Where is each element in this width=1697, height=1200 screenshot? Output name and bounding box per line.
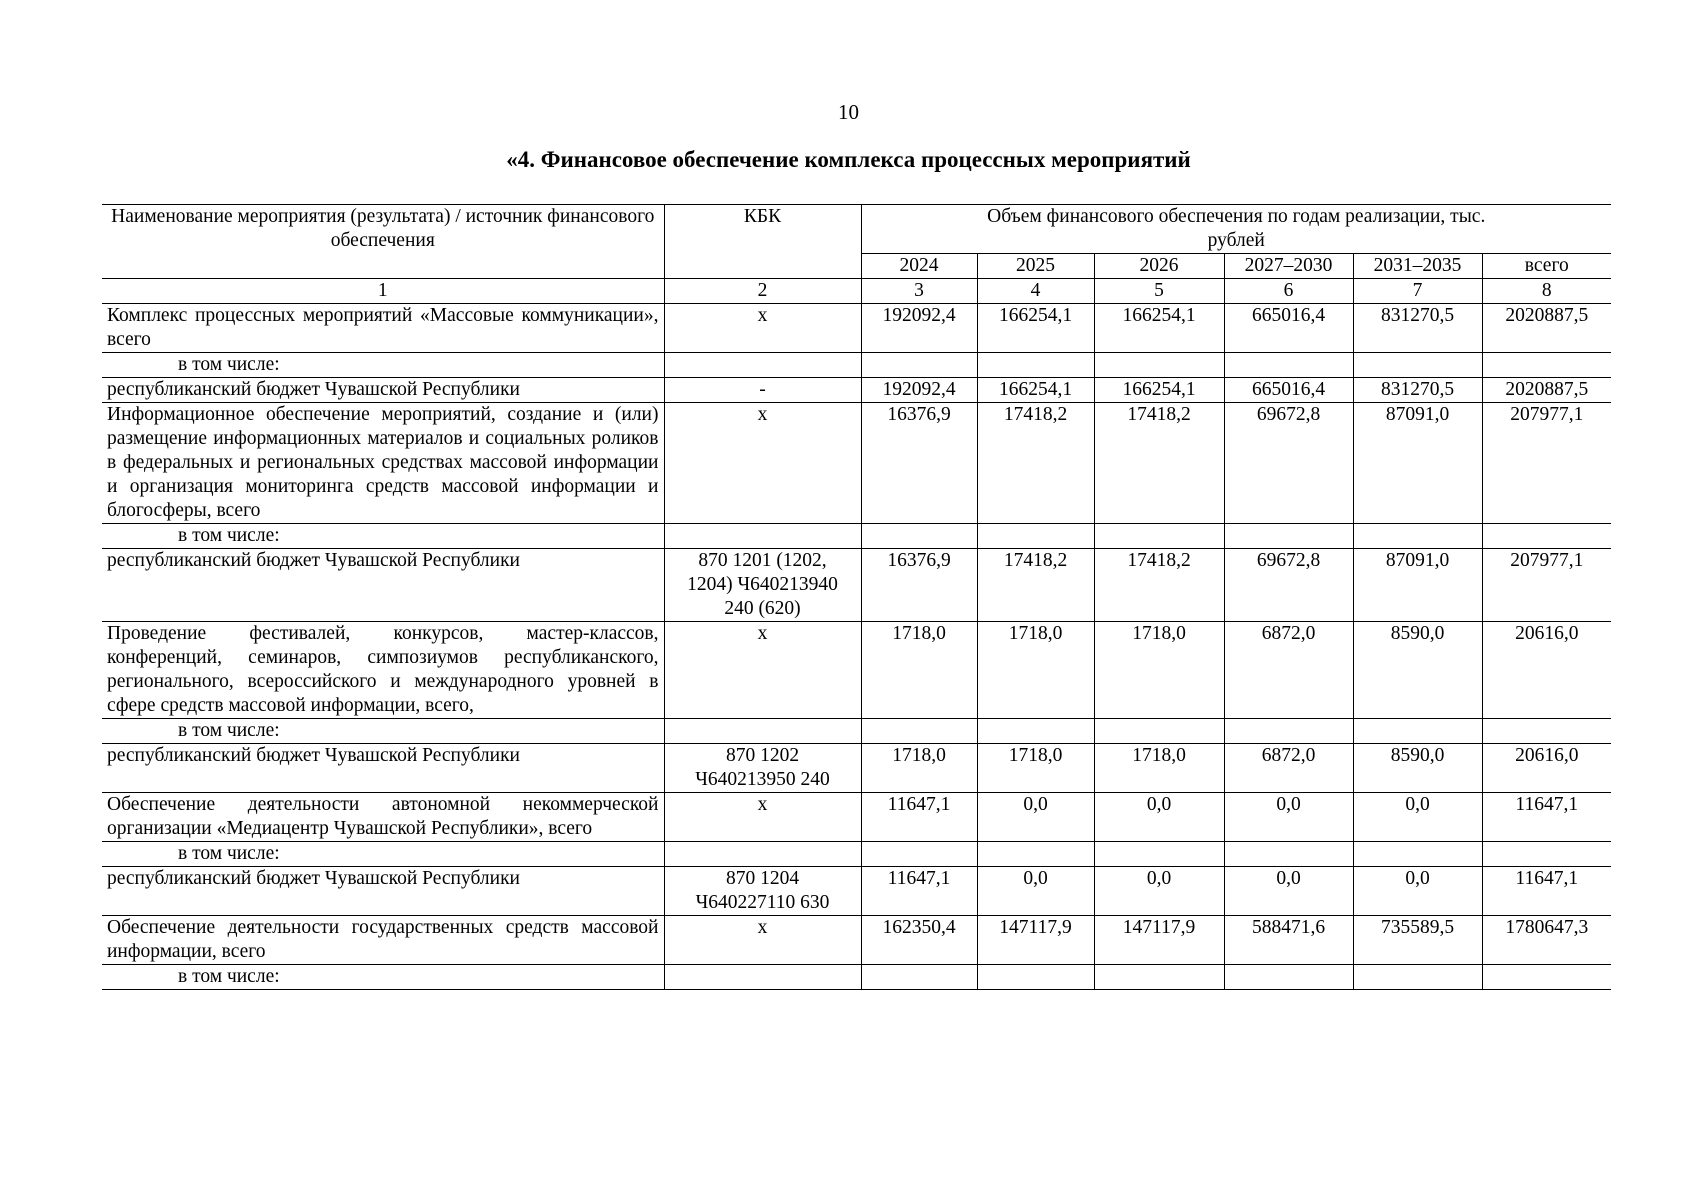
row-value: 0,0 [977, 867, 1094, 916]
row-value [977, 719, 1094, 744]
row-kbk [664, 353, 861, 378]
row-value [1094, 965, 1224, 990]
row-value [977, 842, 1094, 867]
row-kbk: x [664, 916, 861, 965]
row-value: 17418,2 [977, 403, 1094, 524]
row-value: 192092,4 [861, 378, 977, 403]
table-row [102, 353, 1611, 378]
row-name: республиканский бюджет Чувашской Республики [102, 549, 664, 622]
row-name: Обеспечение деятельности государственных средств массовой информации, всего [102, 916, 664, 965]
row-name: республиканский бюджет Чувашской Республики [102, 744, 664, 793]
row-value-total [1482, 353, 1611, 378]
row-value: 11647,1 [861, 867, 977, 916]
row-kbk: x [664, 793, 861, 842]
row-subheading: в том числе: [102, 719, 664, 744]
row-value: 6872,0 [1224, 744, 1353, 793]
row-value: 1718,0 [861, 622, 977, 719]
row-name: Обеспечение деятельности автономной некоммерческой организации «Медиацентр Чувашской Республики», всего [102, 793, 664, 842]
table-row [102, 378, 1611, 403]
row-name: республиканский бюджет Чувашской Республики [102, 867, 664, 916]
row-value-total: 11647,1 [1482, 867, 1611, 916]
row-value [1094, 353, 1224, 378]
row-value: 0,0 [1094, 793, 1224, 842]
row-value [1224, 353, 1353, 378]
row-value: 166254,1 [977, 378, 1094, 403]
column-number: 1 [102, 279, 664, 304]
row-value: 17418,2 [1094, 403, 1224, 524]
row-value: 147117,9 [1094, 916, 1224, 965]
row-value: 0,0 [977, 793, 1094, 842]
row-value: 11647,1 [861, 793, 977, 842]
table-row [102, 842, 1611, 867]
table-row [102, 622, 1611, 719]
row-subheading: в том числе: [102, 842, 664, 867]
header-year: 2027–2030 [1224, 254, 1353, 279]
row-value: 735589,5 [1353, 916, 1482, 965]
header-year: 2024 [861, 254, 977, 279]
table-row [102, 524, 1611, 549]
row-value: 665016,4 [1224, 304, 1353, 353]
row-kbk: x [664, 304, 861, 353]
row-value: 0,0 [1353, 793, 1482, 842]
row-value-total: 20616,0 [1482, 622, 1611, 719]
financing-table [102, 204, 1611, 990]
row-value: 166254,1 [977, 304, 1094, 353]
row-value [861, 719, 977, 744]
row-value [1094, 842, 1224, 867]
row-value: 831270,5 [1353, 378, 1482, 403]
column-number: 8 [1482, 279, 1611, 304]
row-value-total [1482, 719, 1611, 744]
row-value: 17418,2 [977, 549, 1094, 622]
row-kbk [664, 524, 861, 549]
row-value [1224, 965, 1353, 990]
row-subheading: в том числе: [102, 965, 664, 990]
column-numbers-row [102, 279, 1611, 304]
row-value: 87091,0 [1353, 549, 1482, 622]
row-value-total [1482, 842, 1611, 867]
row-value: 69672,8 [1224, 403, 1353, 524]
row-value [1353, 719, 1482, 744]
row-value: 588471,6 [1224, 916, 1353, 965]
row-kbk [664, 719, 861, 744]
row-value: 0,0 [1224, 867, 1353, 916]
row-name: республиканский бюджет Чувашской Республики [102, 378, 664, 403]
row-kbk: x [664, 403, 861, 524]
header-kbk: КБК [664, 205, 861, 279]
row-value [861, 842, 977, 867]
row-value-total: 2020887,5 [1482, 378, 1611, 403]
table-row [102, 719, 1611, 744]
column-number: 5 [1094, 279, 1224, 304]
row-value: 17418,2 [1094, 549, 1224, 622]
row-value [1224, 719, 1353, 744]
row-value-total [1482, 965, 1611, 990]
row-value: 69672,8 [1224, 549, 1353, 622]
row-value: 831270,5 [1353, 304, 1482, 353]
row-value [977, 965, 1094, 990]
row-value: 87091,0 [1353, 403, 1482, 524]
row-kbk: 870 1201 (1202, 1204) Ч640213940 240 (620) [664, 549, 861, 622]
table-row [102, 549, 1611, 622]
row-value: 8590,0 [1353, 744, 1482, 793]
row-value [1353, 524, 1482, 549]
row-value-total: 2020887,5 [1482, 304, 1611, 353]
table-row [102, 403, 1611, 524]
header-name: Наименование мероприятия (результата) / источник финансового обеспечения [102, 205, 664, 279]
row-value: 166254,1 [1094, 304, 1224, 353]
page-number: 10 [838, 100, 859, 124]
table-row [102, 916, 1611, 965]
column-number: 6 [1224, 279, 1353, 304]
row-value [1224, 842, 1353, 867]
row-value-total [1482, 524, 1611, 549]
header-volume: Объем финансового обеспечения по годам реализации, тыс. рублей [861, 205, 1611, 254]
table-row [102, 744, 1611, 793]
row-kbk [664, 842, 861, 867]
row-kbk: 870 1204 Ч640227110 630 [664, 867, 861, 916]
row-value [1094, 719, 1224, 744]
section-title: «4. Финансовое обеспечение комплекса процессных мероприятий [506, 147, 1191, 172]
row-value: 1718,0 [861, 744, 977, 793]
row-value-total: 1780647,3 [1482, 916, 1611, 965]
row-name: Информационное обеспечение мероприятий, создание и (или) размещение информационных материалов и социальных роликов в федеральных и региональных средствах массовой информации и организация мониторинга средств массовой информации и блогосферы, всего [102, 403, 664, 524]
row-value [1353, 353, 1482, 378]
row-value: 6872,0 [1224, 622, 1353, 719]
table-row [102, 793, 1611, 842]
row-value: 1718,0 [977, 744, 1094, 793]
row-value: 192092,4 [861, 304, 977, 353]
row-value: 147117,9 [977, 916, 1094, 965]
header-year: 2031–2035 [1353, 254, 1482, 279]
row-value: 665016,4 [1224, 378, 1353, 403]
row-value [1094, 524, 1224, 549]
row-name: Комплекс процессных мероприятий «Массовые коммуникации», всего [102, 304, 664, 353]
row-value: 1718,0 [1094, 622, 1224, 719]
column-number: 3 [861, 279, 977, 304]
row-value-total: 207977,1 [1482, 403, 1611, 524]
row-value [1353, 965, 1482, 990]
row-value: 16376,9 [861, 549, 977, 622]
row-value: 1718,0 [1094, 744, 1224, 793]
row-value [977, 524, 1094, 549]
row-value: 0,0 [1224, 793, 1353, 842]
header-total: всего [1482, 254, 1611, 279]
row-value [861, 965, 977, 990]
table-row [102, 867, 1611, 916]
table-row [102, 304, 1611, 353]
row-value: 1718,0 [977, 622, 1094, 719]
header-year: 2026 [1094, 254, 1224, 279]
row-kbk [664, 965, 861, 990]
header-year: 2025 [977, 254, 1094, 279]
row-subheading: в том числе: [102, 353, 664, 378]
row-value-total: 20616,0 [1482, 744, 1611, 793]
row-value [861, 353, 977, 378]
table-row [102, 965, 1611, 990]
row-value: 0,0 [1094, 867, 1224, 916]
row-kbk: 870 1202 Ч640213950 240 [664, 744, 861, 793]
row-value [977, 353, 1094, 378]
row-value: 0,0 [1353, 867, 1482, 916]
row-value [1224, 524, 1353, 549]
row-value-total: 11647,1 [1482, 793, 1611, 842]
row-value [1353, 842, 1482, 867]
column-number: 4 [977, 279, 1094, 304]
row-subheading: в том числе: [102, 524, 664, 549]
row-kbk: - [664, 378, 861, 403]
column-number: 2 [664, 279, 861, 304]
row-value: 16376,9 [861, 403, 977, 524]
row-kbk: x [664, 622, 861, 719]
row-name: Проведение фестивалей, конкурсов, мастер-классов, конференций, семинаров, симпозиумов республиканского, регионального, всероссийского и международного уровней в сфере средств массовой информации, всего, [102, 622, 664, 719]
row-value: 8590,0 [1353, 622, 1482, 719]
header-row [102, 205, 1611, 254]
column-number: 7 [1353, 279, 1482, 304]
row-value: 166254,1 [1094, 378, 1224, 403]
row-value-total: 207977,1 [1482, 549, 1611, 622]
row-value [861, 524, 977, 549]
row-value: 162350,4 [861, 916, 977, 965]
table-body [102, 304, 1611, 990]
